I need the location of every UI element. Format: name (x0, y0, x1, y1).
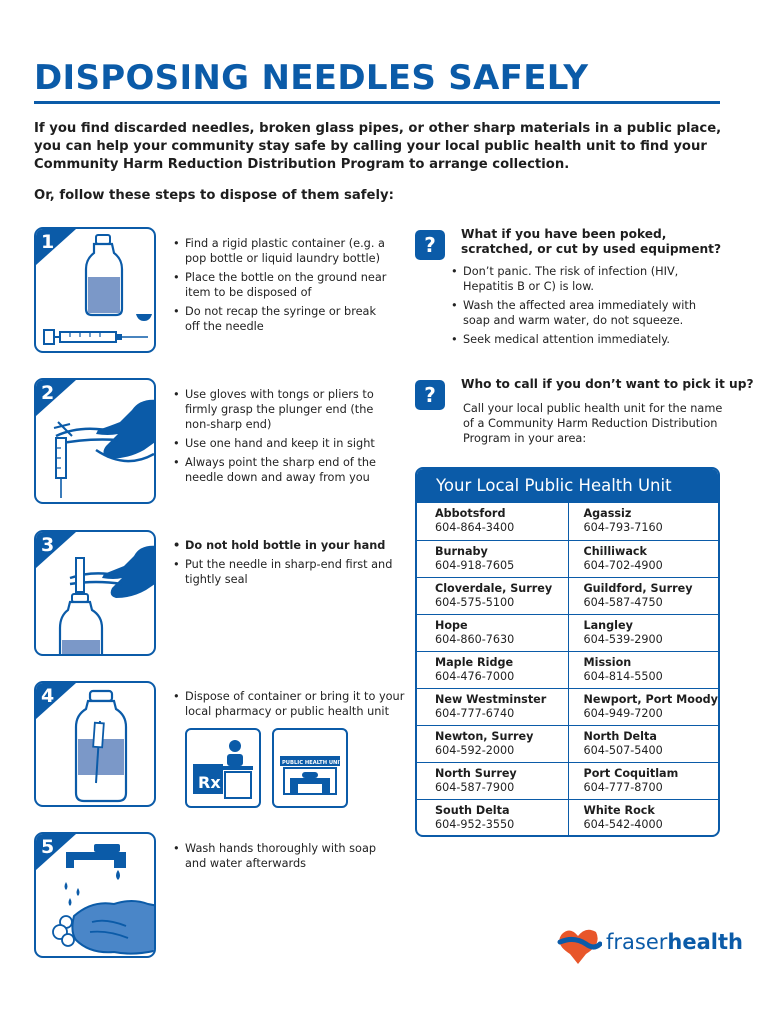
steps-intro: Or, follow these steps to dispose of them safely: (34, 188, 394, 203)
pharmacy-illustration (185, 728, 261, 808)
step-2-illustration (34, 378, 156, 504)
table-body (417, 503, 718, 836)
bottle-and-syringe-icon (36, 229, 156, 353)
who-to-call-heading: Who to call if you don’t want to pick it up? (461, 377, 754, 391)
step-5-instructions (173, 841, 393, 875)
phone-number: 604-592-2000 (435, 744, 515, 757)
location-name: Burnaby (435, 545, 488, 558)
phone-number: 604-793-7160 (583, 521, 663, 534)
who-to-call-text: Call your local public health unit for the name of a Community Harm Reduction Distribution Program in your area: (463, 402, 723, 445)
list-item: • Find a rigid plastic container (e.g. a pop bottle or liquid laundry bottle) (173, 236, 393, 266)
table-cell (568, 541, 719, 577)
phone-number: 604-587-7900 (435, 781, 515, 794)
step-1-instructions (173, 236, 393, 338)
logo-word-fraser: fraser (606, 930, 668, 954)
location-name: Newport, Port Moody (583, 693, 718, 706)
phone-number: 604-539-2900 (583, 633, 663, 646)
table-row (417, 540, 718, 577)
location-name: Langley (583, 619, 633, 632)
location-name: North Delta (583, 730, 657, 743)
location-name: Newton, Surrey (435, 730, 534, 743)
phone-number: 604-542-4000 (583, 818, 663, 831)
table-cell (417, 726, 568, 762)
table-row (417, 688, 718, 725)
table-cell (417, 763, 568, 799)
table-cell (568, 800, 719, 836)
table-row (417, 799, 718, 836)
location-name: North Surrey (435, 767, 517, 780)
logo-word-health: health (667, 930, 743, 954)
phone-number: 604-864-3400 (435, 521, 515, 534)
needle-into-bottle-icon (36, 532, 156, 656)
phone-number: 604-949-7200 (583, 707, 663, 720)
poked-heading: What if you have been poked, scratched, or cut by used equipment? (461, 227, 722, 256)
public-health-unit-table (415, 467, 720, 837)
table-cell (568, 763, 719, 799)
step-3-illustration (34, 530, 156, 656)
phone-number: 604-777-8700 (583, 781, 663, 794)
table-cell (417, 503, 568, 540)
location-name: Mission (583, 656, 632, 669)
phone-number: 604-952-3550 (435, 818, 515, 831)
step-1-illustration (34, 227, 156, 353)
phone-number: 604-777-6740 (435, 707, 515, 720)
table-cell (417, 578, 568, 614)
table-cell (568, 726, 719, 762)
question-icon: ? (415, 230, 445, 260)
logo-wordmark (606, 930, 743, 954)
pharmacist-icon (187, 730, 259, 806)
rx-symbol: Rx (198, 773, 221, 792)
table-row (417, 577, 718, 614)
step-number: 3 (41, 534, 55, 556)
location-name: New Westminster (435, 693, 547, 706)
step-number: 2 (41, 382, 55, 404)
intro-paragraph: If you find discarded needles, broken glass pipes, or other sharp materials in a public place, you can help your community stay safe by calling your local public health unit to find your Community Harm Reduction Distribution Program to arrange collection. (34, 121, 722, 172)
step-5-illustration (34, 832, 156, 958)
health-unit-building-icon (274, 730, 346, 806)
list-item: • Seek medical attention immediately. (451, 332, 713, 347)
table-cell (417, 541, 568, 577)
table-cell (568, 503, 719, 540)
step-3-instructions (173, 538, 393, 591)
list-item: • Dispose of container or bring it to your local pharmacy or public health unit (173, 689, 408, 719)
phone-number: 604-860-7630 (435, 633, 515, 646)
table-row (417, 762, 718, 799)
table-cell (568, 652, 719, 688)
step-4-instructions (173, 689, 408, 723)
step-number: 5 (41, 836, 55, 858)
location-name: Agassiz (583, 507, 632, 520)
phone-number: 604-575-5100 (435, 596, 515, 609)
heart-logo-icon (556, 924, 602, 966)
table-cell (568, 689, 719, 725)
table-cell (417, 800, 568, 836)
sealed-bottle-icon (36, 683, 156, 807)
phone-number: 604-702-4900 (583, 559, 663, 572)
table-row (417, 614, 718, 651)
location-name: Abbotsford (435, 507, 506, 520)
table-row (417, 651, 718, 688)
table-cell (417, 689, 568, 725)
step-2-instructions (173, 387, 393, 489)
step-number: 1 (41, 231, 55, 253)
table-cell (568, 615, 719, 651)
location-name: South Delta (435, 804, 510, 817)
table-cell (417, 615, 568, 651)
list-item: • Always point the sharp end of the needle down and away from you (173, 455, 393, 485)
health-unit-sign: PUBLIC HEALTH UNIT (282, 760, 343, 766)
table-cell (417, 652, 568, 688)
list-item: • Use one hand and keep it in sight (173, 436, 393, 451)
list-item: • Place the bottle on the ground near item to be disposed of (173, 270, 393, 300)
location-name: Guildford, Surrey (583, 582, 693, 595)
list-item: • Use gloves with tongs or pliers to firmly grasp the plunger end (the non-sharp end) (173, 387, 393, 432)
list-item: • Do not recap the syringe or break off the needle (173, 304, 393, 334)
handwashing-icon (36, 834, 156, 958)
poked-instructions (451, 264, 713, 351)
step-number: 4 (41, 685, 55, 707)
location-name: Chilliwack (583, 545, 647, 558)
location-name: Cloverdale, Surrey (435, 582, 553, 595)
location-name: White Rock (583, 804, 655, 817)
list-item: • Wash hands thoroughly with soap and water afterwards (173, 841, 393, 871)
table-cell (568, 578, 719, 614)
phone-number: 604-507-5400 (583, 744, 663, 757)
step-4-illustration (34, 681, 156, 807)
public-health-unit-illustration (272, 728, 348, 808)
phone-number: 604-814-5500 (583, 670, 663, 683)
gloved-hand-tongs-icon (36, 380, 156, 504)
phone-number: 604-587-4750 (583, 596, 663, 609)
list-item: • Wash the affected area immediately with soap and warm water, do not squeeze. (451, 298, 713, 328)
location-name: Maple Ridge (435, 656, 514, 669)
phone-number: 604-476-7000 (435, 670, 515, 683)
location-name: Port Coquitlam (583, 767, 679, 780)
location-name: Hope (435, 619, 468, 632)
page-title: DISPOSING NEEDLES SAFELY (34, 58, 589, 98)
question-icon: ? (415, 380, 445, 410)
phone-number: 604-918-7605 (435, 559, 515, 572)
list-item: • Put the needle in sharp-end first and tightly seal (173, 557, 393, 587)
list-item: • Don’t panic. The risk of infection (HIV, Hepatitis B or C) is low. (451, 264, 713, 294)
fraser-health-logo (556, 924, 743, 966)
list-item: • Do not hold bottle in your hand (173, 538, 393, 553)
table-row (417, 725, 718, 762)
table-row (417, 503, 718, 540)
title-underline (34, 101, 720, 104)
table-title: Your Local Public Health Unit (417, 469, 718, 503)
